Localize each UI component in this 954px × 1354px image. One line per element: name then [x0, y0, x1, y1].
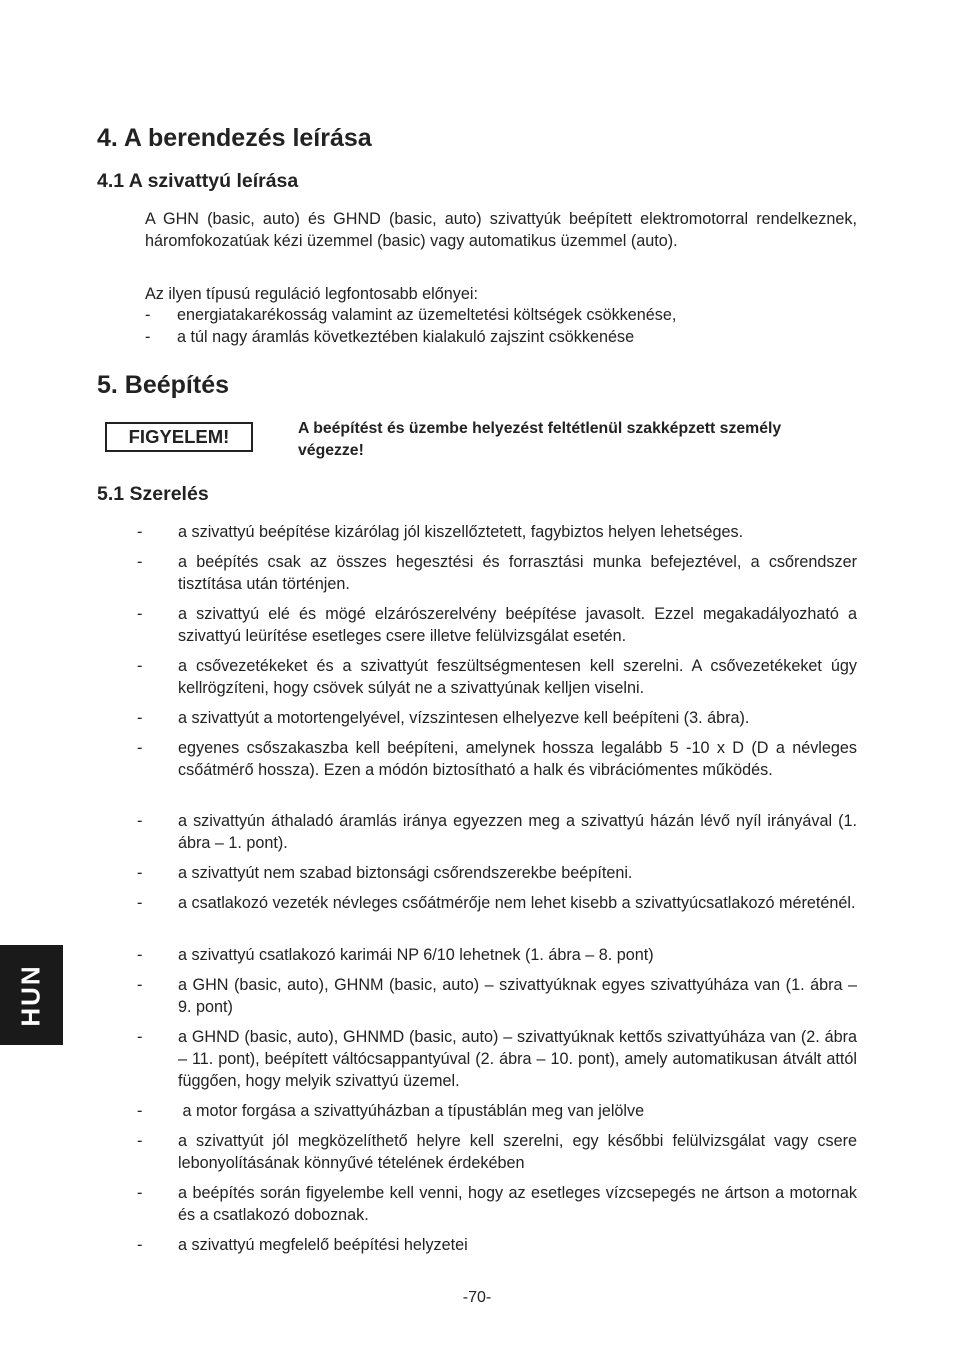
bullet-dash: - [145, 328, 151, 346]
list-item [137, 1101, 857, 1123]
list-item [137, 708, 857, 730]
list-item [137, 863, 857, 885]
list-item-text: a beépítés csak az összes hegesztési és forrasztási munka befejeztével, a csőrendszer tisztítása után történjen. [178, 553, 857, 593]
advantage-text: energiatakarékosság valamint az üzemeltetési költségek csökkenése, [177, 306, 677, 324]
page-number: -70- [462, 1289, 492, 1306]
bullet-dash: - [137, 812, 143, 830]
bullet-dash: - [137, 1184, 143, 1202]
list-item [137, 656, 857, 700]
list-item-text: a GHND (basic, auto), GHNMD (basic, auto) – szivattyúknak kettős szivattyúháza van (2. ábra – 11. pont), beépített váltócsappantyúval (2. ábra – 10. pont), amely automatikusan átvált attól függően, hogy melyik szivattyú üzemel. [178, 1028, 857, 1090]
language-side-tab [0, 945, 63, 1045]
bullet-dash: - [137, 657, 143, 675]
bullet-dash: - [137, 1028, 143, 1046]
section-5-heading: 5. Beépítés [97, 371, 230, 399]
list-item-text: a szivattyú elé és mögé elzárószerelvény beépítése javasolt. Ezzel megakadályozható a szivattyú leürítése esetleges csere illetve felülvizsgálat esetén. [178, 605, 857, 645]
bullet-dash: - [137, 709, 143, 727]
bullet-dash: - [137, 1132, 143, 1150]
list-item-text: a szivattyút jól megközelíthető helyre kell szerelni, egy későbbi felülvizsgálat vagy csere lebonyolításának könnyűvé tételének érdekében [178, 1132, 857, 1172]
list-item [137, 975, 857, 1019]
advantages-intro: Az ilyen típusú reguláció legfontosabb előnyei: [145, 285, 478, 303]
section-4-1-heading: 4.1 A szivattyú leírása [97, 170, 299, 192]
list-item [137, 1183, 857, 1227]
bullet-dash: - [137, 1102, 143, 1120]
list-item [137, 552, 857, 596]
list-item [137, 1235, 857, 1257]
bullet-dash: - [137, 523, 143, 541]
list-item [137, 604, 857, 648]
section-5-1-heading: 5.1 Szerelés [97, 483, 209, 505]
list-item-text: a csatlakozó vezeték névleges csőátmérője nem lehet kisebb a szivattyúcsatlakozó méreténél. [178, 894, 856, 912]
bullet-dash: - [137, 864, 143, 882]
list-item [137, 811, 857, 855]
list-item-text: a szivattyút nem szabad biztonsági csőrendszerekbe beépíteni. [178, 864, 633, 882]
list-item-text: a GHN (basic, auto), GHNM (basic, auto) – szivattyúknak egyes szivattyúháza van (1. ábra – 9. pont) [178, 976, 857, 1016]
pump-description-paragraph: A GHN (basic, auto) és GHND (basic, auto) szivattyúk beépített elektromotorral rendelkeznek, háromfokozatúak kézi üzemmel (basic) vagy automatikus üzemmel (auto). [145, 210, 857, 250]
list-item-text: a csővezetékeket és a szivattyút feszültségmentesen kell szerelni. A csővezetékeket úgy kellrögzíteni, hogy csövek súlyát ne a szivattyúnak kelljen viselni. [178, 657, 857, 697]
list-item [137, 893, 857, 915]
list-item-text: a szivattyú csatlakozó karimái NP 6/10 lehetnek (1. ábra – 8. pont) [178, 946, 654, 964]
bullet-dash: - [137, 553, 143, 571]
bullet-dash: - [137, 894, 143, 912]
list-item-text: egyenes csőszakaszba kell beépíteni, amelynek hossza legalább 5 -10 x D (D a névleges csőátmérő hossza). Ezen a módón biztosítható a halk és vibrációmentes működés. [178, 739, 857, 779]
warning-text: A beépítést és üzembe helyezést feltétlenül szakképzett személy végezze! [298, 420, 782, 459]
list-item [137, 522, 857, 544]
list-item-text: a szivattyút a motortengelyével, vízszintesen elhelyezve kell beépíteni (3. ábra). [178, 709, 750, 727]
warning-label-box [105, 422, 253, 452]
section-4-heading: 4. A berendezés leírása [97, 124, 372, 152]
language-code: HUN [16, 963, 46, 1027]
bullet-dash: - [137, 605, 143, 623]
bullet-dash: - [137, 1236, 143, 1254]
list-item [137, 945, 857, 967]
list-item-text: a szivattyú megfelelő beépítési helyzetei [178, 1236, 468, 1254]
bullet-dash: - [137, 739, 143, 757]
list-item [137, 738, 857, 782]
list-item-text: a szivattyú beépítése kizárólag jól kiszellőztetett, fagybiztos helyen lehetséges. [178, 523, 744, 541]
bullet-dash: - [145, 306, 151, 324]
list-item-text: a szivattyún áthaladó áramlás iránya egyezzen meg a szivattyú házán lévő nyíl irányával (1. ábra – 1. pont). [178, 812, 857, 852]
bullet-dash: - [137, 976, 143, 994]
bullet-dash: - [137, 946, 143, 964]
advantage-text: a túl nagy áramlás következtében kialakuló zajszint csökkenése [177, 328, 635, 346]
list-item-text: a beépítés során figyelembe kell venni, hogy az esetleges vízcsepegés ne ártson a motornak és a csatlakozó doboznak. [178, 1184, 857, 1224]
list-item-text: a motor forgása a szivattyúházban a típustáblán meg van jelölve [178, 1102, 645, 1120]
list-item [137, 1027, 857, 1092]
list-item [137, 1131, 857, 1175]
warning-label: FIGYELEM! [128, 426, 230, 447]
